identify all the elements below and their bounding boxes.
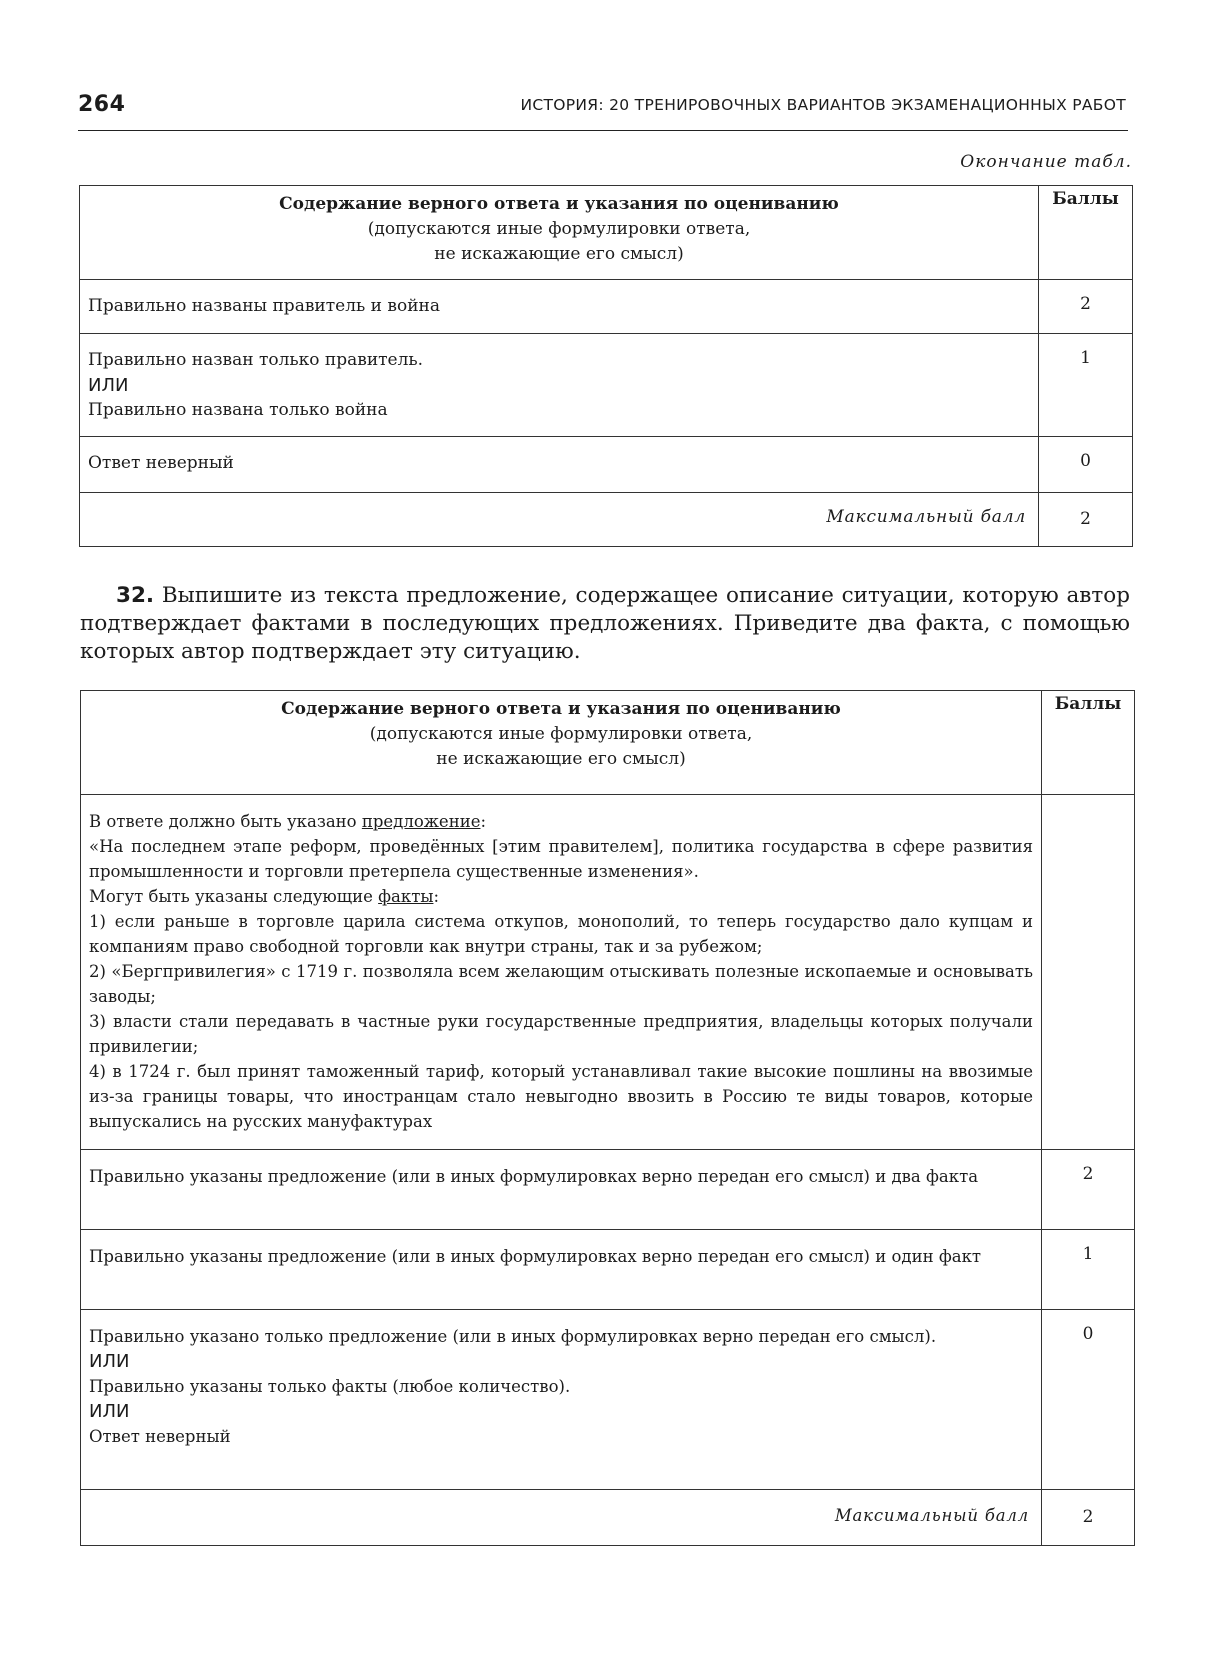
- fact-item: 4) в 1724 г. был принят таможенный тариф, который устанавливал такие высокие пошлины на ввозимые из-за границы товары, что иностранцам стало невыгодно ввозить в Россию те виды товаров, которые выпускались на русских мануфактурах: [89, 1062, 1033, 1131]
- header-rule: [78, 130, 1128, 131]
- or-separator: ИЛИ: [88, 375, 129, 396]
- score-cell-empty: [1042, 795, 1135, 1150]
- score-cell: 1: [1042, 1230, 1135, 1310]
- criterion-cell: [80, 437, 1039, 493]
- task-number: 32.: [116, 583, 155, 608]
- criterion-text: Ответ неверный: [88, 453, 234, 473]
- criterion-text: Правильно указаны только факты (любое количество).: [89, 1377, 571, 1396]
- fact-item: 3) власти стали передавать в частные руки государственные предприятия, владельцы которых получали привилегии;: [89, 1012, 1033, 1056]
- or-separator: ИЛИ: [89, 1401, 130, 1422]
- criterion-cell: [80, 334, 1039, 437]
- table-row: [81, 1310, 1135, 1490]
- table-row: [81, 1230, 1135, 1310]
- table-header-row: [80, 186, 1133, 280]
- header-note-line-2: не искажающие его смысл): [434, 244, 684, 264]
- header-title: Содержание верного ответа и указания по оцениванию: [281, 699, 841, 719]
- answer-intro: В ответе должно быть указано предложение:: [89, 812, 487, 831]
- running-title: ИСТОРИЯ: 20 ТРЕНИРОВОЧНЫХ ВАРИАНТОВ ЭКЗАМЕНАЦИОННЫХ РАБОТ: [520, 96, 1126, 114]
- fact-item: 1) если раньше в торговле царила система откупов, монополий, то теперь государство дало купцам и компаниям право свободной торговли как внутри страны, так и за рубежом;: [89, 912, 1033, 956]
- score-cell: 0: [1042, 1310, 1135, 1490]
- criterion-text: Правильно названы правитель и война: [88, 296, 440, 316]
- max-score-label: Максимальный балл: [80, 493, 1039, 547]
- criterion-cell: [81, 1150, 1042, 1230]
- header-content-cell: [80, 186, 1039, 280]
- criterion-text: Правильно назван только правитель.: [88, 350, 424, 370]
- criterion-cell: [80, 280, 1039, 334]
- answer-content-cell: [81, 795, 1042, 1150]
- answer-row: [81, 795, 1135, 1150]
- header-title: Содержание верного ответа и указания по оцениванию: [279, 194, 839, 214]
- underlined-word: факты: [378, 887, 434, 906]
- table-row: [81, 1150, 1135, 1230]
- or-separator: ИЛИ: [89, 1351, 130, 1372]
- score-cell: 0: [1039, 437, 1133, 493]
- max-score-value: 2: [1039, 493, 1133, 547]
- header-score-cell: Баллы: [1042, 691, 1135, 795]
- task-32: [80, 582, 1130, 666]
- grading-table-1: [79, 185, 1133, 547]
- criterion-cell: [81, 1230, 1042, 1310]
- score-cell: 2: [1042, 1150, 1135, 1230]
- max-score-row: [81, 1490, 1135, 1546]
- facts-intro: Могут быть указаны следующие факты:: [89, 887, 440, 906]
- header-note-line-1: (допускаются иные формулировки ответа,: [367, 219, 751, 239]
- table-row: [80, 280, 1133, 334]
- criterion-text: Ответ неверный: [89, 1427, 231, 1446]
- score-cell: 2: [1039, 280, 1133, 334]
- table-row: [80, 334, 1133, 437]
- score-cell: 1: [1039, 334, 1133, 437]
- criterion-text: Правильно указаны предложение (или в иных формулировках верно передан его смысл) и два факта: [89, 1167, 979, 1186]
- criterion-text: Правильно указаны предложение (или в иных формулировках верно передан его смысл) и один факт: [89, 1247, 982, 1266]
- max-score-row: [80, 493, 1133, 547]
- underlined-word: предложение: [361, 812, 481, 831]
- answer-quote: «На последнем этапе реформ, проведённых [этим правителем], политика государства в сфере развития промышленности и торговли претерпела существенные изменения».: [89, 837, 1033, 881]
- table-caption: Окончание табл.: [960, 152, 1132, 172]
- max-score-label: Максимальный балл: [81, 1490, 1042, 1546]
- grading-table-2: [80, 690, 1135, 1546]
- table-header-row: [81, 691, 1135, 795]
- task-text: Выпишите из текста предложение, содержащее описание ситуации, которую автор подтверждает фактами в последующих предложениях. Приведите два факта, с помощью которых автор подтверждает эту ситуацию.: [80, 583, 1130, 664]
- header-note-line-2: не искажающие его смысл): [436, 749, 686, 769]
- table-row: [80, 437, 1133, 493]
- max-score-value: 2: [1042, 1490, 1135, 1546]
- header-content-cell: [81, 691, 1042, 795]
- fact-item: 2) «Бергпривилегия» с 1719 г. позволяла всем желающим отыскивать полезные ископаемые и основывать заводы;: [89, 962, 1033, 1006]
- page-number: 264: [78, 92, 126, 117]
- header-note-line-1: (допускаются иные формулировки ответа,: [369, 724, 753, 744]
- criterion-text: Правильно указано только предложение (или в иных формулировках верно передан его смысл).: [89, 1327, 937, 1346]
- criterion-cell: [81, 1310, 1042, 1490]
- criterion-text: Правильно названа только война: [88, 400, 388, 420]
- header-score-cell: Баллы: [1039, 186, 1133, 280]
